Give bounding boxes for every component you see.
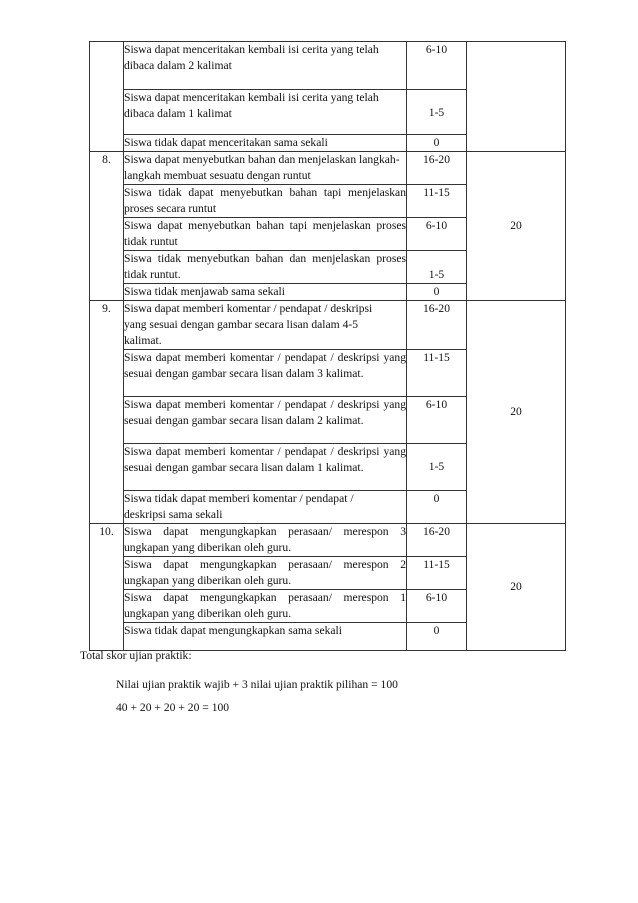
score-range: 11-15: [407, 350, 467, 397]
item-number: 10.: [90, 524, 124, 651]
criterion-description: Siswa dapat memberi komentar / pendapat / deskripsi yang sesuai dengan gambar secara lisan dalam 1 kalimat.: [124, 444, 407, 491]
score-range: 0: [407, 284, 467, 301]
max-score: 20: [467, 301, 566, 524]
table-row: [90, 301, 566, 350]
score-range: 1-5: [407, 444, 467, 491]
scoring-rubric-table: [89, 41, 566, 651]
criterion-description: Siswa tidak dapat menceritakan sama sekali: [124, 135, 407, 152]
score-formula-text: Nilai ujian praktik wajib + 3 nilai ujian praktik pilihan = 100: [116, 678, 398, 691]
score-range: 16-20: [407, 152, 467, 185]
score-range: 16-20: [407, 524, 467, 557]
criterion-description: Siswa dapat menyebutkan bahan tapi menjelaskan proses tidak runtut: [124, 218, 407, 251]
item-number: 9.: [90, 301, 124, 524]
table-row: [90, 42, 566, 90]
criterion-description: Siswa dapat menceritakan kembali isi cerita yang telah dibaca dalam 2 kalimat: [124, 42, 407, 90]
criterion-description: Siswa tidak dapat menyebutkan bahan tapi menjelaskan proses secara runtut: [124, 185, 407, 218]
max-score-cell: [467, 42, 566, 152]
criterion-description: Siswa dapat menceritakan kembali isi cerita yang telah dibaca dalam 1 kalimat: [124, 90, 407, 135]
item-number: 8.: [90, 152, 124, 301]
score-range: 11-15: [407, 557, 467, 590]
score-range: 0: [407, 135, 467, 152]
criterion-description: Siswa dapat mengungkapkan perasaan/ merespon 3 ungkapan yang diberikan oleh guru.: [124, 524, 407, 557]
criterion-description: Siswa tidak dapat memberi komentar / pendapat / deskripsi sama sekali: [124, 491, 407, 524]
score-formula-numbers: 40 + 20 + 20 + 20 = 100: [116, 701, 230, 714]
score-range: 11-15: [407, 185, 467, 218]
criterion-description: Siswa dapat memberi komentar / pendapat / deskripsi yang sesuai dengan gambar secara lisan dalam 2 kalimat.: [124, 397, 407, 444]
score-range: 1-5: [407, 251, 467, 284]
criterion-description: Siswa dapat menyebutkan bahan dan menjelaskan langkah-langkah membuat sesuatu dengan runtut: [124, 152, 407, 185]
score-range: 6-10: [407, 42, 467, 90]
table-row: [90, 152, 566, 185]
score-range: 0: [407, 623, 467, 651]
criterion-description: Siswa dapat memberi komentar / pendapat / deskripsi yang sesuai dengan gambar secara lisan dalam 3 kalimat.: [124, 350, 407, 397]
max-score: 20: [467, 152, 566, 301]
table-row: [90, 524, 566, 557]
score-range: 6-10: [407, 590, 467, 623]
item-number-cell: [90, 42, 124, 152]
total-score-heading: Total skor ujian praktik:: [80, 649, 192, 662]
criterion-description: Siswa dapat memberi komentar / pendapat / deskripsi yang sesuai dengan gambar secara lisan dalam 4-5 kalimat.: [124, 301, 407, 350]
max-score: 20: [467, 524, 566, 651]
criterion-description: Siswa tidak menyebutkan bahan dan menjelaskan proses tidak runtut.: [124, 251, 407, 284]
score-range: 6-10: [407, 218, 467, 251]
criterion-description: Siswa dapat mengungkapkan perasaan/ merespon 2 ungkapan yang diberikan oleh guru.: [124, 557, 407, 590]
score-range: 16-20: [407, 301, 467, 350]
criterion-description: Siswa tidak dapat mengungkapkan sama sekali: [124, 623, 407, 651]
score-range: 0: [407, 491, 467, 524]
criterion-description: Siswa tidak menjawab sama sekali: [124, 284, 407, 301]
score-range: 6-10: [407, 397, 467, 444]
score-range: 1-5: [407, 90, 467, 135]
criterion-description: Siswa dapat mengungkapkan perasaan/ merespon 1 ungkapan yang diberikan oleh guru.: [124, 590, 407, 623]
